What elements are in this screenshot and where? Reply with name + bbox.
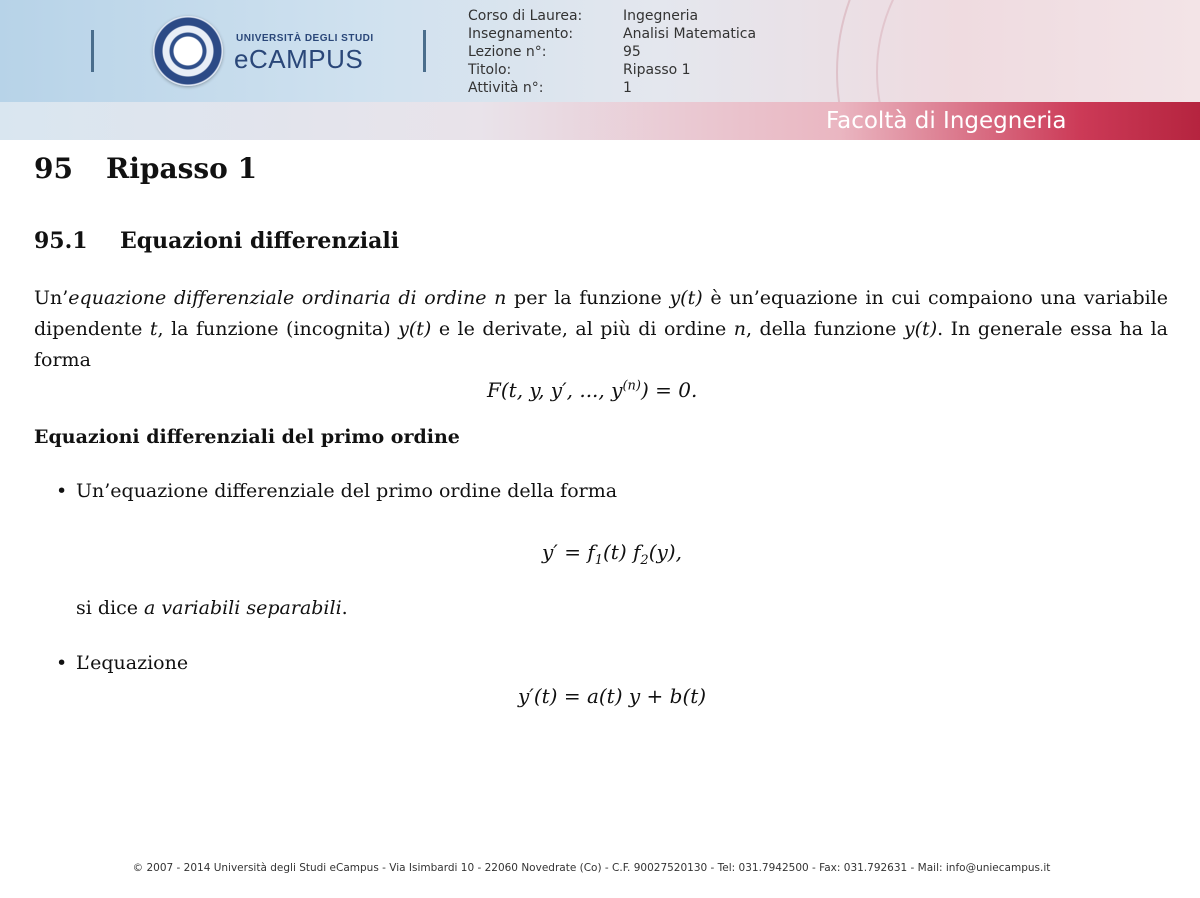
subheading-first-order: Equazioni differenziali del primo ordine <box>34 426 460 448</box>
separable-end: . <box>341 597 348 619</box>
logo-ecampus: eCAMPUS <box>234 44 364 74</box>
eq2-a: y′ = f <box>542 540 595 564</box>
eq2-b: (t) f <box>603 540 641 564</box>
separable-text: si dice <box>76 597 145 619</box>
intro-text-5: e le derivate, al più di ordine <box>431 318 734 340</box>
divider-left <box>91 30 94 72</box>
intro-text-6: , della funzione <box>745 318 904 340</box>
intro-text-7: . In generale essa ha la forma <box>34 318 1169 371</box>
math-yt: y(t) <box>669 287 703 309</box>
equation-linear: y′(t) = a(t) y + b(t) <box>518 684 707 708</box>
intro-text-1: Un’ <box>34 287 69 309</box>
subsection-title: Equazioni differenziali <box>120 228 400 254</box>
divider-right <box>423 30 426 72</box>
intro-definition: equazione differenziale ordinaria di ordine n <box>68 287 507 309</box>
separable-term: a variabili separabili <box>144 597 342 619</box>
value-insegnamento: Analisi Matematica <box>623 26 757 42</box>
intro-text-4: , la funzione (incognita) <box>157 318 399 340</box>
eq1-sup: (n) <box>622 378 641 394</box>
label-corso: Corso di Laurea: <box>468 8 583 24</box>
label-attivita: Attività n°: <box>468 80 544 96</box>
eq2-sub1: 1 <box>594 553 603 568</box>
eq2-sub2: 2 <box>640 553 649 568</box>
eq1-end: ) = 0. <box>640 378 698 402</box>
intro-text-2: per la funzione <box>506 287 670 309</box>
section-heading <box>34 152 257 185</box>
subsection-number: 95.1 <box>34 228 88 254</box>
value-corso: Ingegneria <box>623 8 699 24</box>
faculty-title: Facoltà di Ingegneria <box>826 108 1067 134</box>
math-n: n <box>733 318 746 340</box>
eq2-c: (y), <box>648 540 682 564</box>
intro-paragraph <box>34 283 1168 376</box>
course-info-labels <box>468 7 582 97</box>
math-t: t <box>149 318 158 340</box>
value-attivita: 1 <box>623 80 632 96</box>
university-seal-logo <box>153 16 223 86</box>
value-lezione: 95 <box>623 44 641 60</box>
section-title: Ripasso 1 <box>106 152 258 185</box>
equation-separable <box>542 540 682 568</box>
intro-text-3: è un’equazione in cui compaiono una variabile dipendente <box>34 287 1168 340</box>
logo-university-text: UNIVERSITÀ DEGLI STUDI <box>236 33 374 44</box>
footer-copyright: © 2007 - 2014 Università degli Studi eCampus - Via Isimbardi 10 - 22060 Novedrate (Co) - C.F. 90027520130 - Tel: 031.7942500 - Fax: 031.792631 - Mail: info@uniecampus.it <box>132 862 1051 874</box>
equation-general-form <box>487 378 697 402</box>
separable-definition <box>76 597 348 619</box>
header-banner <box>0 0 1200 140</box>
subsection-heading <box>34 228 399 254</box>
bullet-text-1: Un’equazione differenziale del primo ordine della forma <box>76 480 618 502</box>
bullet-dot-1: • <box>56 480 68 502</box>
label-titolo: Titolo: <box>468 62 512 78</box>
value-titolo: Ripasso 1 <box>623 62 691 78</box>
bullet-linear <box>56 652 188 674</box>
math-yt-2: y(t) <box>398 318 432 340</box>
course-info-values <box>623 7 756 97</box>
label-insegnamento: Insegnamento: <box>468 26 574 42</box>
math-yt-3: y(t) <box>903 318 938 340</box>
bullet-separable <box>56 480 617 502</box>
label-lezione: Lezione n°: <box>468 44 547 60</box>
bullet-text-2: L’equazione <box>76 652 189 674</box>
eq1-main: F(t, y, y′, ..., y <box>487 378 623 402</box>
bullet-dot-2: • <box>56 652 68 674</box>
section-number: 95 <box>34 152 73 185</box>
